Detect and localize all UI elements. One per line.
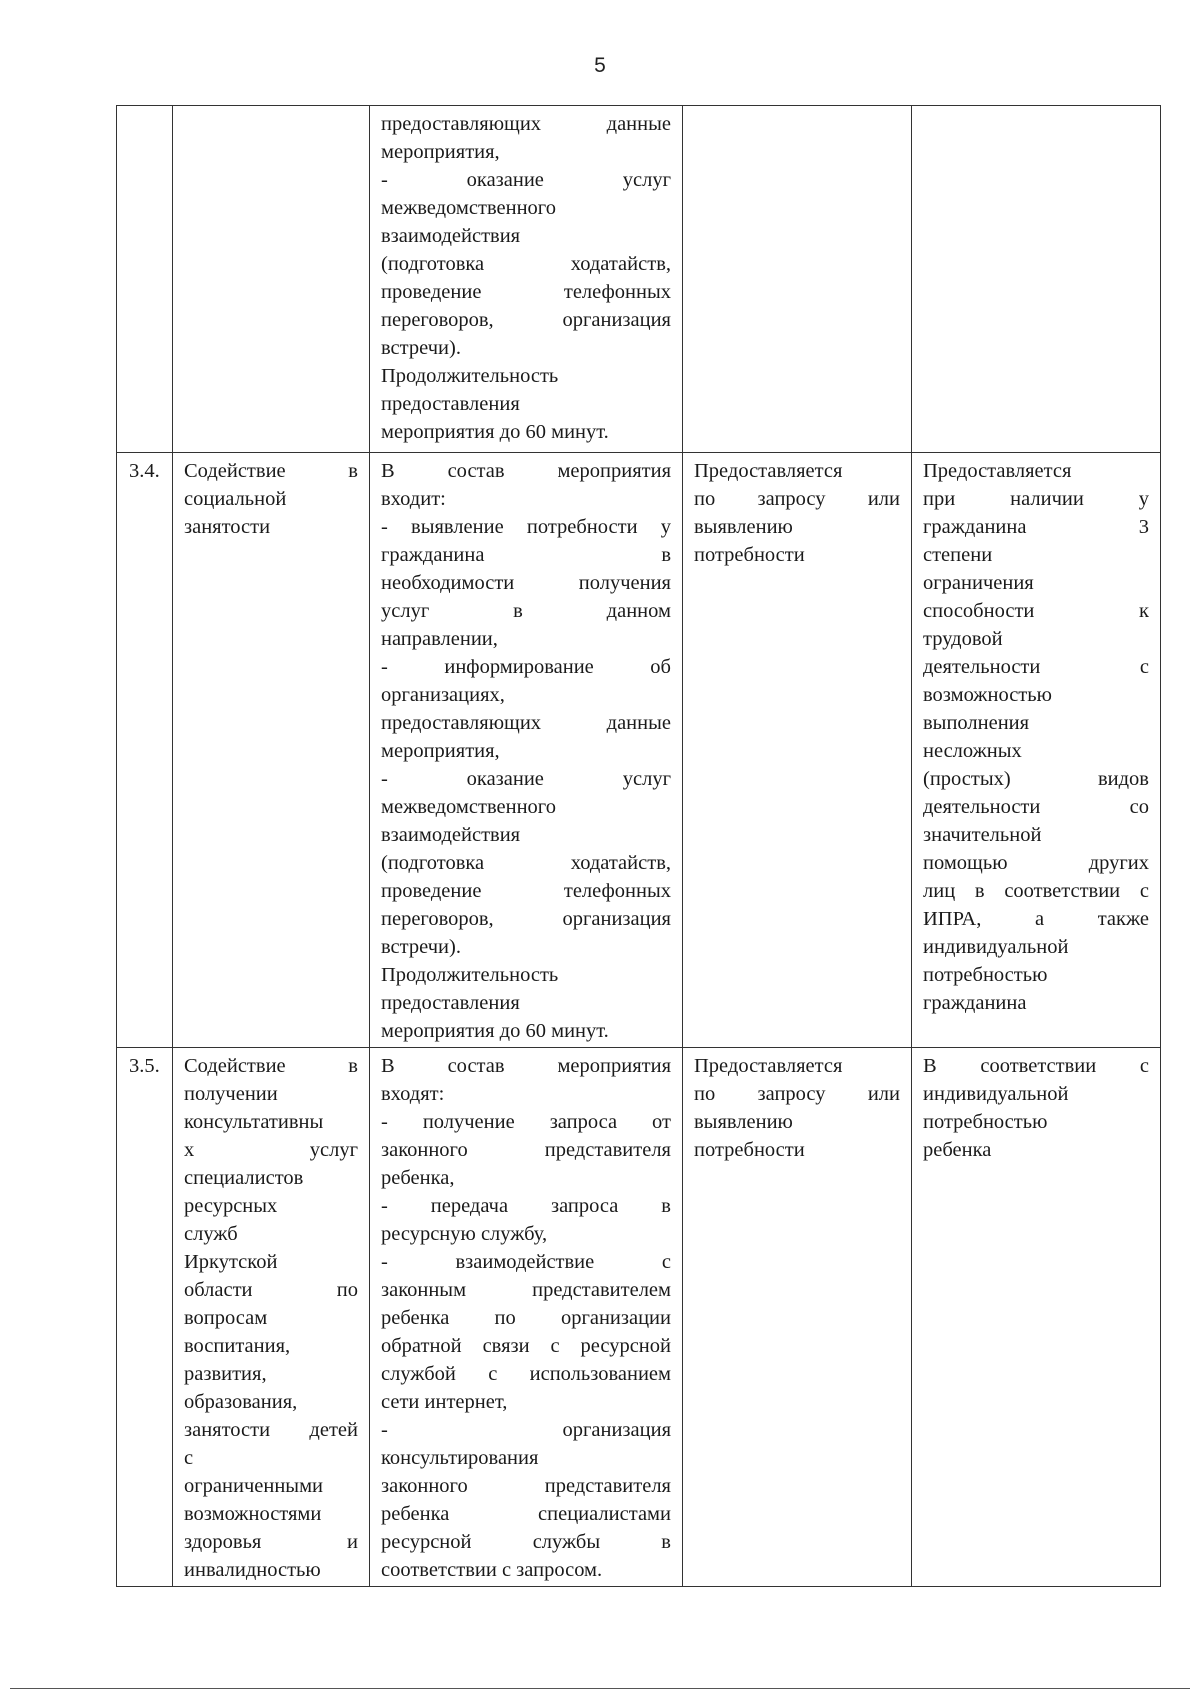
service-criteria-cell — [912, 453, 1161, 1048]
row-number-cell: 3.4. — [117, 453, 173, 1048]
text-line: ограничения — [923, 572, 1034, 594]
text-line: Предоставляется — [694, 1055, 843, 1077]
text-line: - взаимодействие с — [381, 1251, 671, 1273]
text-line: потребности — [694, 1139, 805, 1161]
text-line: Продолжительность — [381, 365, 559, 387]
service-conditions-cell — [683, 1048, 912, 1587]
text-line: направлении, — [381, 628, 498, 650]
text-line: входят: — [381, 1083, 445, 1105]
text-line: помощью других — [923, 852, 1149, 874]
page-number: 5 — [594, 54, 606, 77]
text-line: взаимодействия — [381, 824, 521, 846]
service-content-cell — [370, 453, 683, 1048]
text-line: предоставления — [381, 393, 520, 415]
text-line: - выявление потребности у — [381, 516, 671, 538]
text-line: развития, — [184, 1363, 267, 1385]
text-line: взаимодействия — [381, 225, 521, 247]
text-line: организациях, — [381, 684, 505, 706]
text-line: В состав мероприятия — [381, 460, 671, 482]
text-line: занятости — [184, 516, 271, 538]
text-line: Предоставляется — [923, 460, 1072, 482]
text-line: значительной — [923, 824, 1042, 846]
text-line: - информирование об — [381, 656, 671, 678]
text-line: обратной связи с ресурсной — [381, 1335, 671, 1357]
text-line: специалистов — [184, 1167, 304, 1189]
table-row — [117, 1048, 1161, 1587]
text-line: мероприятия, — [381, 141, 500, 163]
text-line: встречи). — [381, 337, 461, 359]
text-line: потребностью — [923, 964, 1048, 986]
text-line: встречи). — [381, 936, 461, 958]
text-line: потребности — [694, 544, 805, 566]
text-line: занятости детей — [184, 1419, 358, 1441]
text-line: с — [184, 1447, 194, 1469]
text-line: предоставления — [381, 992, 520, 1014]
text-line: потребностью — [923, 1111, 1048, 1133]
text-line: выполнения — [923, 712, 1030, 734]
text-line: индивидуальной — [923, 1083, 1069, 1105]
text-line: соответствии с запросом. — [381, 1559, 603, 1581]
text-line: (простых) видов — [923, 768, 1149, 790]
text-line: - получение запроса от — [381, 1111, 671, 1133]
text-line: ребенка, — [381, 1167, 455, 1189]
text-line: ресурсной службы в — [381, 1531, 671, 1553]
text-line: степени — [923, 544, 993, 566]
text-line: по запросу или — [694, 1083, 900, 1105]
text-line: служб — [184, 1223, 238, 1245]
service-content-cell — [370, 106, 683, 453]
text-line: гражданина — [923, 992, 1027, 1014]
text-line: образования, — [184, 1391, 298, 1413]
text-line: трудовой — [923, 628, 1003, 650]
page-bottom-rule — [10, 1688, 1190, 1689]
text-line: возможностью — [923, 684, 1052, 706]
text-line: консультирования — [381, 1447, 539, 1469]
text-line: способности к — [923, 600, 1149, 622]
text-line: законного представителя — [381, 1475, 671, 1497]
text-line: Иркутской — [184, 1251, 278, 1273]
text-line: индивидуальной — [923, 936, 1069, 958]
text-line: при наличии у — [923, 488, 1149, 510]
service-name-cell — [173, 106, 370, 453]
text-line: гражданина 3 — [923, 516, 1149, 538]
text-line: ресурсную службу, — [381, 1223, 548, 1245]
text-line: консультативны — [184, 1111, 324, 1133]
table-row — [117, 106, 1161, 453]
text-line: переговоров, организация — [381, 908, 671, 930]
text-line: В соответствии с — [923, 1055, 1149, 1077]
text-line: ребенка по организации — [381, 1307, 671, 1329]
service-name-cell — [173, 1048, 370, 1587]
service-name-cell — [173, 453, 370, 1048]
text-line: гражданина в — [381, 544, 671, 566]
text-line: по запросу или — [694, 488, 900, 510]
text-line: (подготовка ходатайств, — [381, 253, 671, 275]
text-line: деятельности с — [923, 656, 1149, 678]
text-line: воспитания, — [184, 1335, 291, 1357]
text-line: проведение телефонных — [381, 880, 671, 902]
text-line: социальной — [184, 488, 287, 510]
row-number-cell — [117, 106, 173, 453]
service-conditions-cell — [683, 106, 912, 453]
text-line: службой с использованием — [381, 1363, 671, 1385]
service-criteria-cell — [912, 106, 1161, 453]
text-line: услуг в данном — [381, 600, 671, 622]
text-line: мероприятия, — [381, 740, 500, 762]
row-number-cell: 3.5. — [117, 1048, 173, 1587]
text-line: деятельности со — [923, 796, 1149, 818]
text-line: законным представителем — [381, 1279, 671, 1301]
text-line: межведомственного — [381, 796, 556, 818]
service-conditions-cell — [683, 453, 912, 1048]
text-line: - оказание услуг — [381, 169, 671, 191]
text-line: несложных — [923, 740, 1022, 762]
text-line: необходимости получения — [381, 572, 671, 594]
text-line: - передача запроса в — [381, 1195, 671, 1217]
text-line: ограниченными — [184, 1475, 324, 1497]
text-line: входит: — [381, 488, 446, 510]
text-line: вопросам — [184, 1307, 268, 1329]
text-line: - организация — [381, 1419, 671, 1441]
text-line: межведомственного — [381, 197, 556, 219]
text-line: переговоров, организация — [381, 309, 671, 331]
text-line: В состав мероприятия — [381, 1055, 671, 1077]
text-line: ребенка специалистами — [381, 1503, 671, 1525]
text-line: мероприятия до 60 минут. — [381, 421, 609, 443]
text-line: области по — [184, 1279, 358, 1301]
text-line: ребенка — [923, 1139, 992, 1161]
text-line: предоставляющих данные — [381, 113, 671, 135]
service-criteria-cell — [912, 1048, 1161, 1587]
text-line: (подготовка ходатайств, — [381, 852, 671, 874]
text-line: проведение телефонных — [381, 281, 671, 303]
text-line: х услуг — [184, 1139, 358, 1161]
text-line: сети интернет, — [381, 1391, 508, 1413]
text-line: мероприятия до 60 минут. — [381, 1020, 609, 1042]
text-line: Содействие в — [184, 460, 358, 482]
text-line: ресурсных — [184, 1195, 278, 1217]
service-content-cell — [370, 1048, 683, 1587]
services-table — [116, 105, 1161, 1587]
text-line: возможностями — [184, 1503, 322, 1525]
text-line: Содействие в — [184, 1055, 358, 1077]
text-line: здоровья и — [184, 1531, 358, 1553]
text-line: лиц в соответствии с — [923, 880, 1149, 902]
text-line: Предоставляется — [694, 460, 843, 482]
table-row — [117, 453, 1161, 1048]
text-line: получении — [184, 1083, 278, 1105]
text-line: предоставляющих данные — [381, 712, 671, 734]
text-line: - оказание услуг — [381, 768, 671, 790]
text-line: инвалидностью — [184, 1559, 321, 1581]
text-line: выявлению — [694, 1111, 793, 1133]
text-line: законного представителя — [381, 1139, 671, 1161]
text-line: Продолжительность — [381, 964, 559, 986]
text-line: выявлению — [694, 516, 793, 538]
text-line: ИПРА, а также — [923, 908, 1149, 930]
